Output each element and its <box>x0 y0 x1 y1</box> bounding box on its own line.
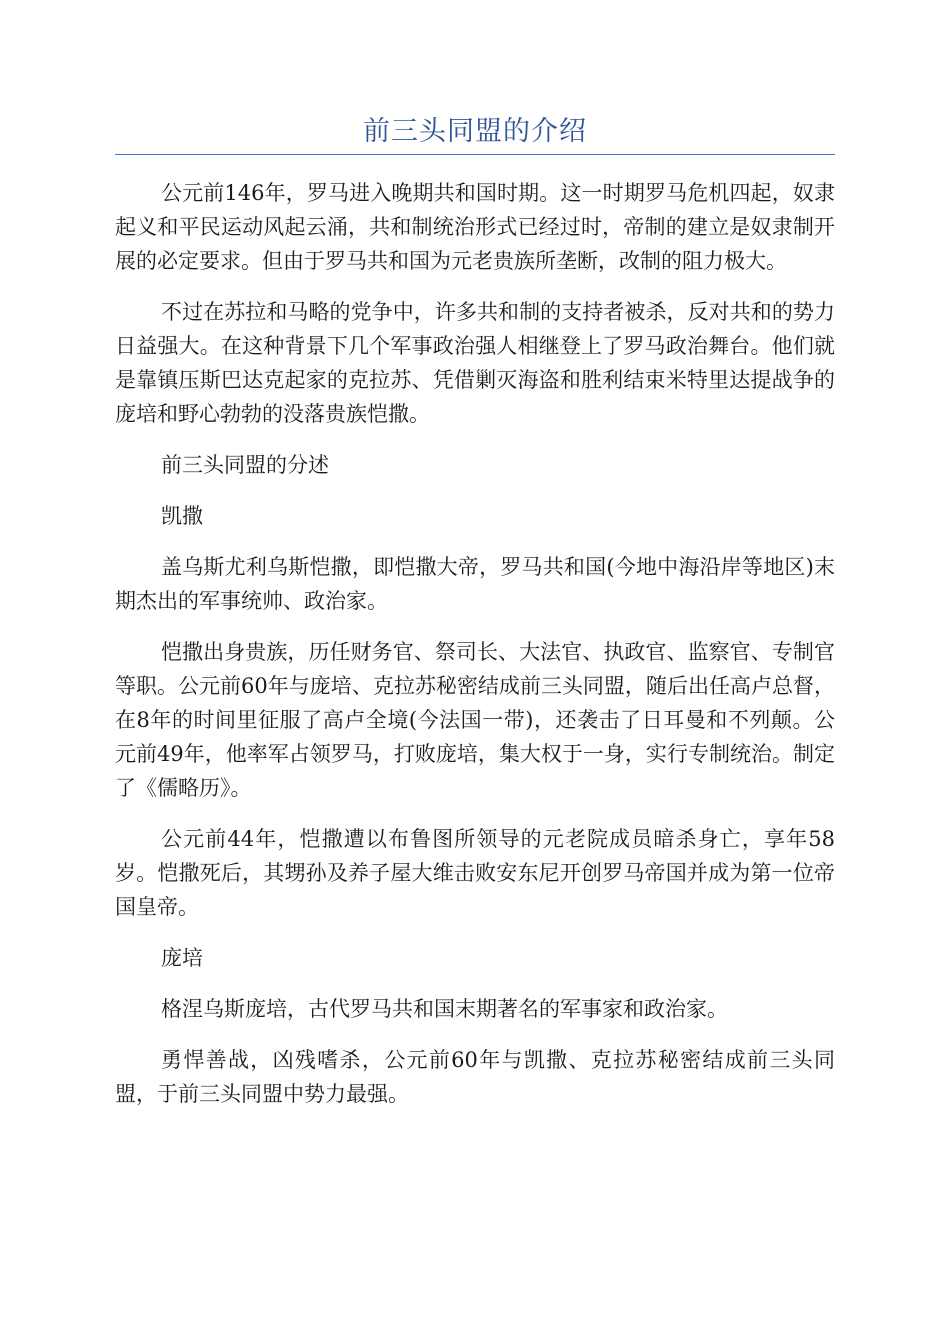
document-title: 前三头同盟的介绍 <box>363 116 587 147</box>
section-heading-caesar: 凯撒 <box>161 504 203 528</box>
paragraph-caesar-intro: 盖乌斯尤利乌斯恺撒，即恺撒大帝，罗马共和国(今地中海沿岸等地区)末期杰出的军事统帅、政治家。 <box>115 555 835 613</box>
paragraph-caesar-death: 公元前44年，恺撒遭以布鲁图所领导的元老院成员暗杀身亡，享年58岁。恺撒死后，其甥孙及养子屋大维击败安东尼开创罗马帝国并成为第一位帝国皇帝。 <box>115 827 835 919</box>
document-body <box>115 176 835 1128</box>
paragraph-pompey-alliance: 勇悍善战，凶残嗜杀，公元前60年与凯撒、克拉苏秘密结成前三头同盟，于前三头同盟中势力最强。 <box>115 1048 835 1106</box>
paragraph-caesar-career: 恺撒出身贵族，历任财务官、祭司长、大法官、执政官、监察官、专制官等职。公元前60年与庞培、克拉苏秘密结成前三头同盟，随后出任高卢总督，在8年的时间里征服了高卢全境(今法国一带)，还袭击了日耳曼和不列颠。公元前49年，他率军占领罗马，打败庞培，集大权于一身，实行专制统治。制定了《儒略历》。 <box>115 640 835 800</box>
paragraph-pompey-intro: 格涅乌斯庞培，古代罗马共和国末期著名的军事家和政治家。 <box>161 997 728 1021</box>
section-heading-pompey: 庞培 <box>161 946 203 970</box>
title-underline <box>115 154 835 155</box>
section-heading-overview: 前三头同盟的分述 <box>161 453 329 477</box>
paragraph-intro: 公元前146年，罗马进入晚期共和国时期。这一时期罗马危机四起，奴隶起义和平民运动风起云涌，共和制统治形式已经过时，帝制的建立是奴隶制开展的必定要求。但由于罗马共和国为元老贵族所垄断，改制的阻力极大。 <box>115 181 835 273</box>
paragraph-background: 不过在苏拉和马略的党争中，许多共和制的支持者被杀，反对共和的势力日益强大。在这种背景下几个军事政治强人相继登上了罗马政治舞台。他们就是靠镇压斯巴达克起家的克拉苏、凭借剿灭海盗和胜利结束米特里达提战争的庞培和野心勃勃的没落贵族恺撒。 <box>115 300 835 426</box>
